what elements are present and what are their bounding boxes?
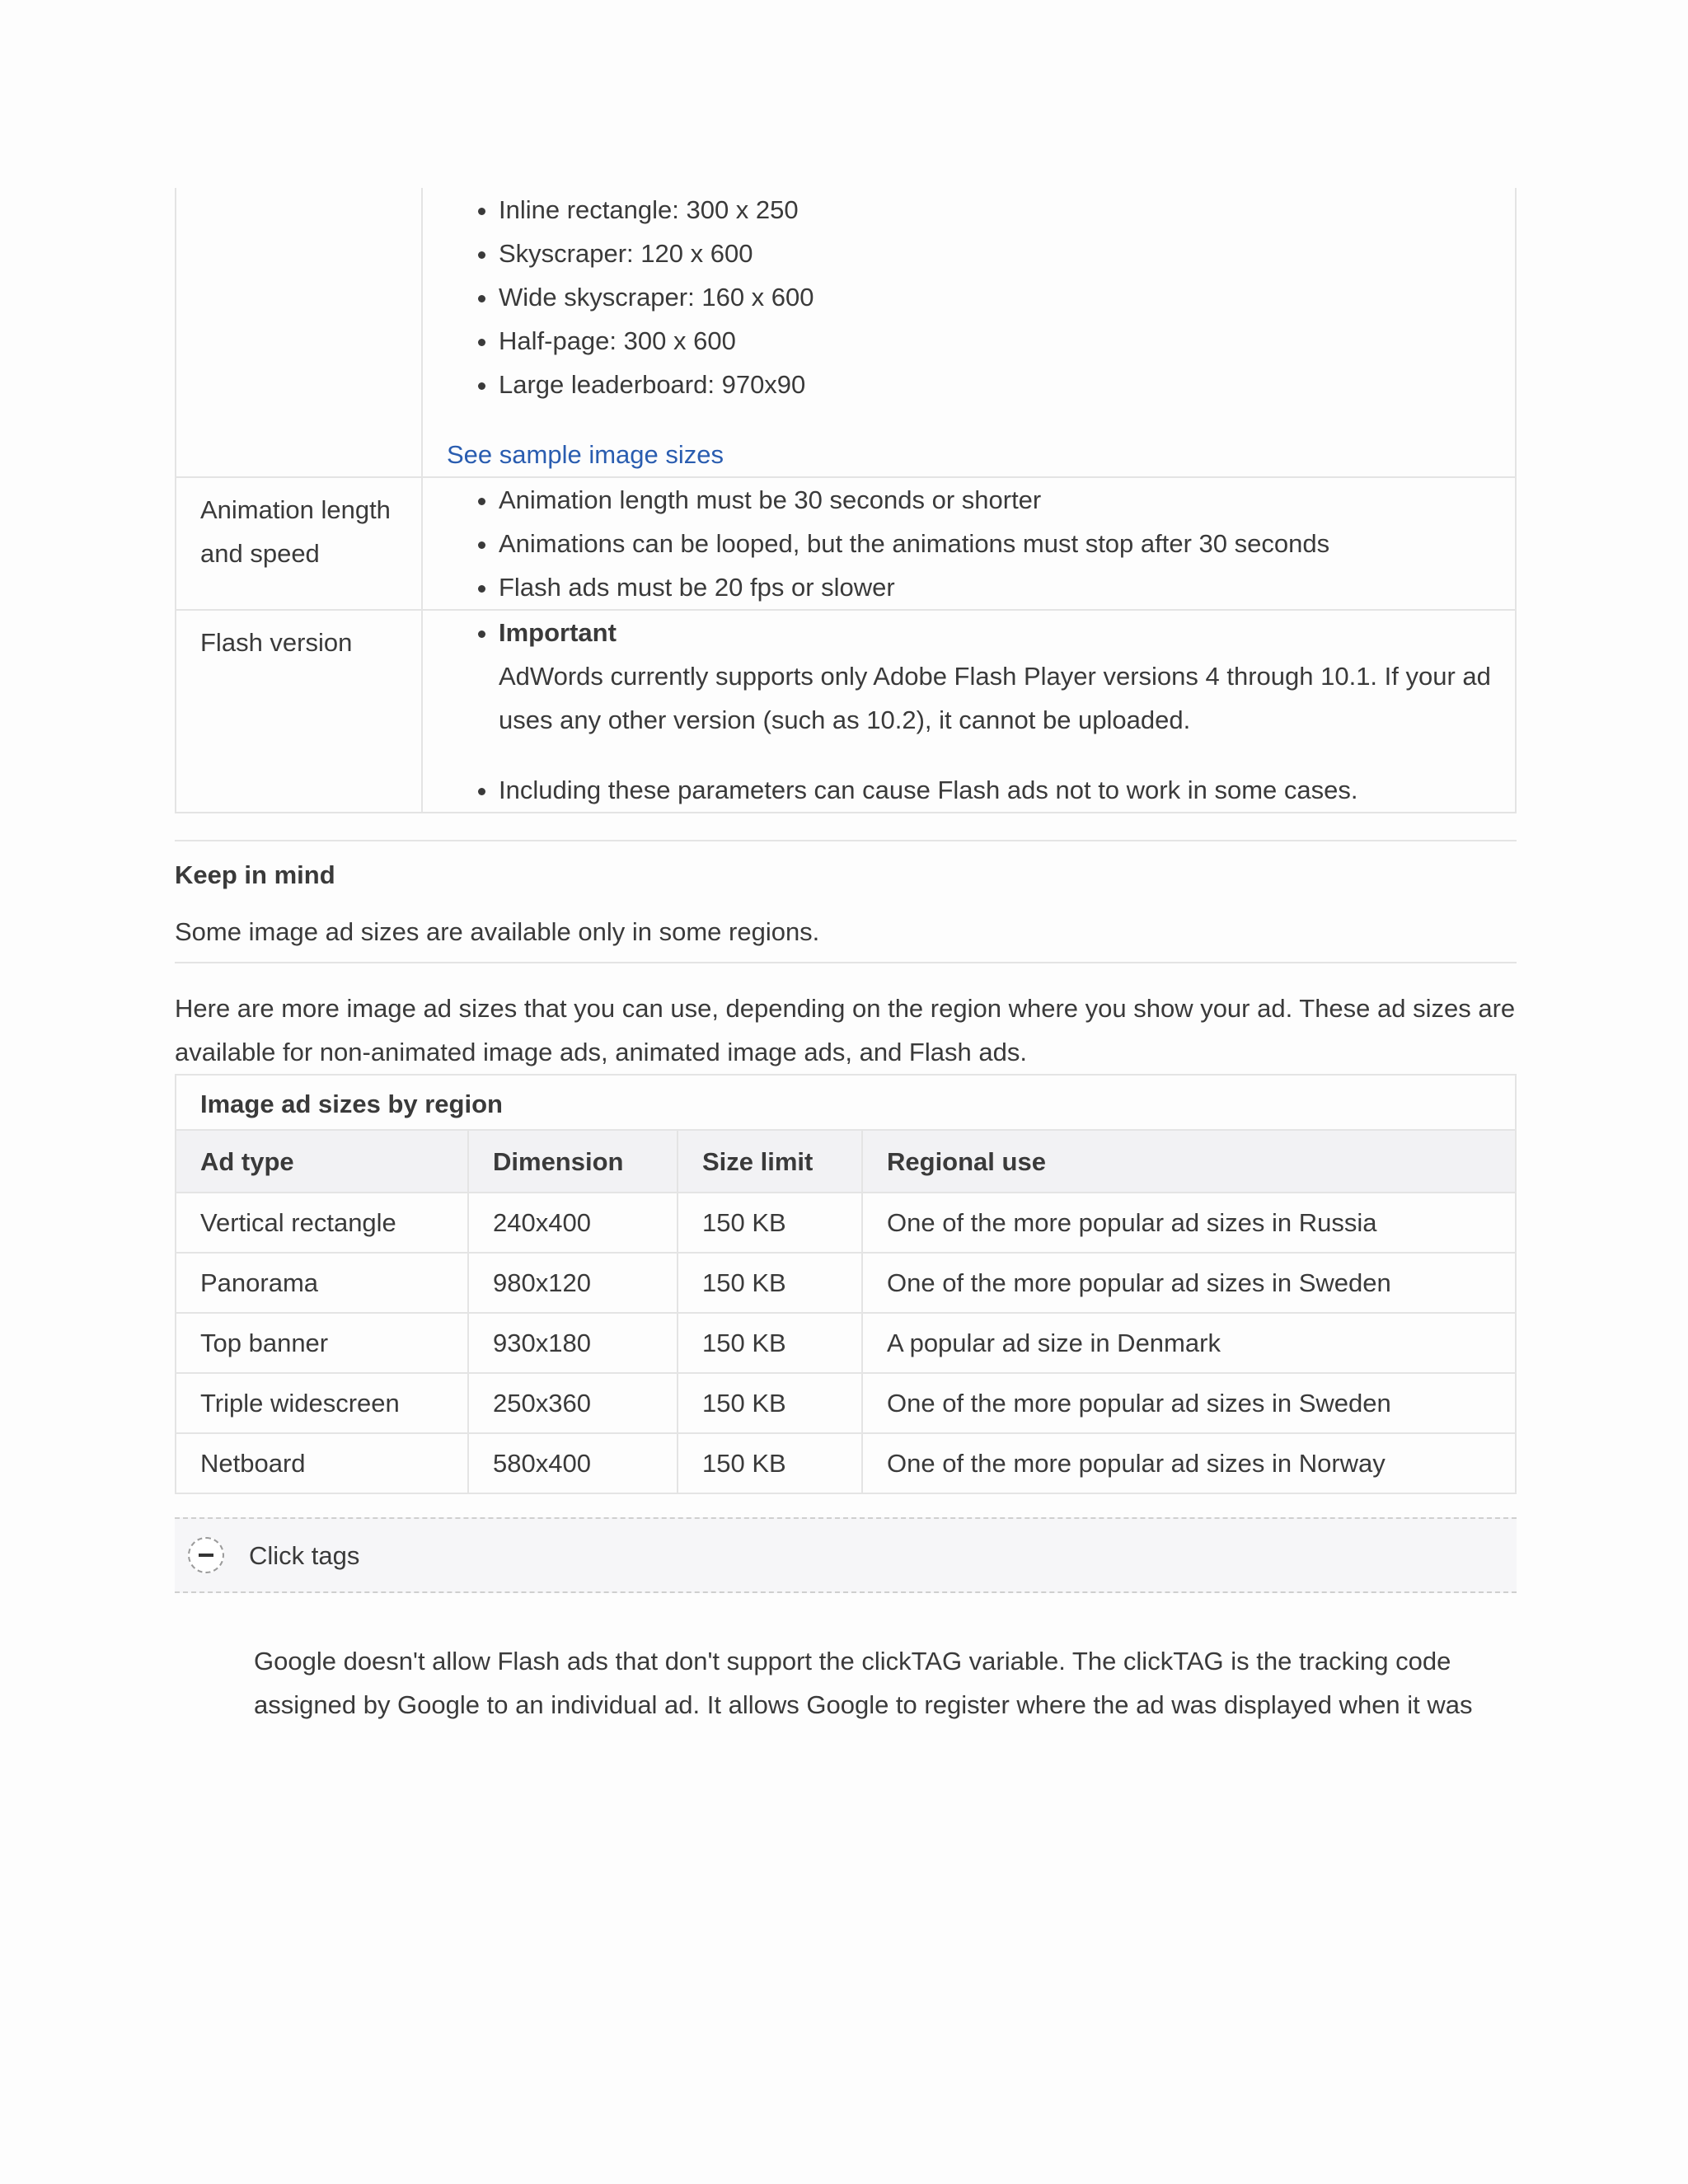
table-cell: One of the more popular ad sizes in Sweden	[862, 1253, 1516, 1313]
intro-paragraph: Here are more image ad sizes that you can use, depending on the region where you show your ad. These ad sizes are available for non-animated image ads, animated image ads, and Flash ads.	[175, 994, 1516, 1066]
list-item: • Animation length must be 30 seconds or shorter	[499, 478, 1492, 522]
table-cell: One of the more popular ad sizes in Sweden	[862, 1373, 1516, 1433]
keep-in-mind-box	[175, 841, 1517, 954]
list-item: • Inline rectangle: 300 x 250	[499, 188, 1492, 232]
animation-list	[447, 478, 1492, 609]
list-item: • Animations can be looped, but the animations must stop after 30 seconds	[499, 522, 1492, 565]
table-header-row	[176, 1130, 1516, 1193]
list-item: • Half-page: 300 x 600	[499, 319, 1492, 363]
spec-label-flash: Flash version	[176, 610, 422, 813]
list-item	[499, 611, 1492, 742]
important-title: • Important	[499, 618, 617, 647]
table-cell: One of the more popular ad sizes in Norway	[862, 1433, 1516, 1493]
table-cell: A popular ad size in Denmark	[862, 1313, 1516, 1373]
table-cell: 930x180	[468, 1313, 678, 1373]
important-text: AdWords currently supports only Adobe Flash Player versions 4 through 10.1. If your ad uses any other version (such as 10.2), it cannot be uploaded.	[499, 662, 1491, 734]
spec-label-empty	[176, 188, 422, 477]
table-row	[176, 1433, 1516, 1493]
column-header: Regional use	[862, 1130, 1516, 1193]
keep-in-mind-title: Keep in mind	[175, 860, 335, 889]
list-item: • Wide skyscraper: 160 x 600	[499, 275, 1492, 319]
spec-row-animation	[176, 477, 1516, 610]
spec-body-flash	[422, 610, 1516, 813]
table-row	[176, 1313, 1516, 1373]
table-cell: Netboard	[176, 1433, 468, 1493]
spec-body-image-sizes	[422, 188, 1516, 477]
table-cell: Triple widescreen	[176, 1373, 468, 1433]
click-tags-toggle[interactable]	[175, 1517, 1517, 1593]
spec-row-image-sizes	[176, 188, 1516, 477]
table-row	[176, 1253, 1516, 1313]
sample-sizes-link[interactable]: See sample image sizes	[447, 440, 724, 469]
table-cell: One of the more popular ad sizes in Russia	[862, 1193, 1516, 1253]
table-cell: 150 KB	[678, 1313, 862, 1373]
collapse-minus-icon[interactable]	[188, 1537, 224, 1573]
spec-row-flash	[176, 610, 1516, 813]
table-cell: 580x400	[468, 1433, 678, 1493]
spec-label-animation: Animation length and speed	[176, 477, 422, 610]
table-cell: 150 KB	[678, 1193, 862, 1253]
table-cell: 150 KB	[678, 1373, 862, 1433]
column-header: Dimension	[468, 1130, 678, 1193]
table-cell: Vertical rectangle	[176, 1193, 468, 1253]
image-size-list	[447, 188, 1492, 406]
flash-list	[447, 611, 1492, 812]
table-cell: 980x120	[468, 1253, 678, 1313]
keep-in-mind-text: Some image ad sizes are available only in some regions.	[175, 917, 820, 946]
table-cell: Panorama	[176, 1253, 468, 1313]
list-item: • Flash ads must be 20 fps or slower	[499, 565, 1492, 609]
spec-body-animation	[422, 477, 1516, 610]
page-content	[175, 188, 1517, 1727]
ad-spec-table	[175, 188, 1517, 813]
region-table	[175, 1074, 1517, 1494]
click-tags-title: Click tags	[249, 1540, 360, 1570]
table-cell: Top banner	[176, 1313, 468, 1373]
column-header: Ad type	[176, 1130, 468, 1193]
list-item: • Skyscraper: 120 x 600	[499, 232, 1492, 275]
table-cell: 240x400	[468, 1193, 678, 1253]
list-item: • Large leaderboard: 970x90	[499, 363, 1492, 406]
column-header: Size limit	[678, 1130, 862, 1193]
table-cell: 150 KB	[678, 1253, 862, 1313]
list-item: • Including these parameters can cause Flash ads not to work in some cases.	[499, 768, 1492, 812]
region-table-caption: Image ad sizes by region	[175, 1074, 1517, 1129]
table-row	[176, 1373, 1516, 1433]
click-tags-text: Google doesn't allow Flash ads that don't support the clickTAG variable. The clickTAG is the tracking code assigned by Google to an individual ad. It allows Google to register where the ad was displayed when it was	[254, 1647, 1473, 1719]
table-cell: 150 KB	[678, 1433, 862, 1493]
divider	[175, 962, 1517, 963]
table-cell: 250x360	[468, 1373, 678, 1433]
table-row	[176, 1193, 1516, 1253]
